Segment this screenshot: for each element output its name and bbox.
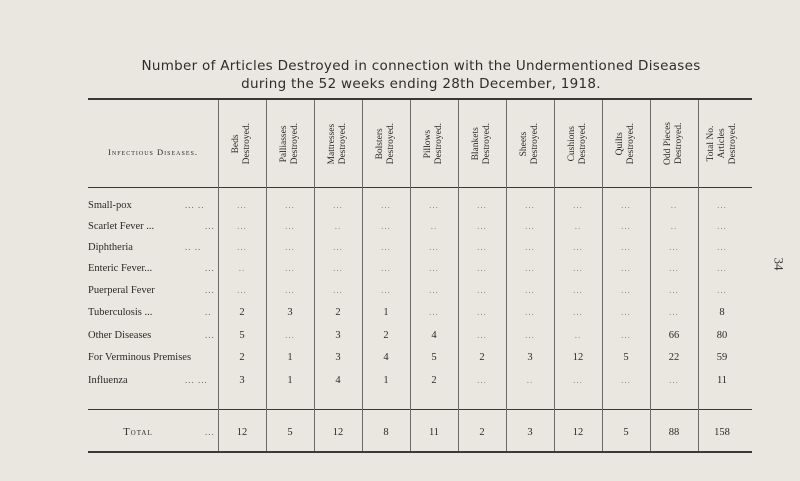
table-cell: ... (285, 242, 295, 252)
table-cell: ... (621, 263, 631, 273)
table-cell: ... (669, 242, 679, 252)
column-header (458, 104, 506, 184)
table-cell: ... (621, 285, 631, 295)
table-cell: ... (717, 200, 727, 210)
column-header (362, 104, 410, 184)
column-header-label: Beds Destroyed. (231, 123, 252, 165)
row-label: Diphtheria (88, 242, 133, 253)
bottom-rule (88, 451, 752, 453)
table-cell: ... (621, 375, 631, 385)
table-cell: ... (477, 375, 487, 385)
table-cell: .. (670, 221, 678, 231)
table-cell: 2 (239, 352, 245, 363)
table-cell: ... (477, 307, 487, 317)
table-cell: ... (621, 200, 631, 210)
table-cell: 5 (623, 352, 629, 363)
table-cell: ... (429, 307, 439, 317)
row-label: Small-pox (88, 200, 132, 211)
table-cell: ... (381, 285, 391, 295)
table-cell: ... (333, 242, 343, 252)
row-label: For Verminous Premises (88, 352, 192, 363)
top-rule (88, 98, 752, 100)
table-cell: ... (285, 200, 295, 210)
leader-dots: .. (205, 307, 212, 317)
total-cell: 88 (668, 427, 680, 438)
table-cell: ... (429, 242, 439, 252)
table-cell: 59 (716, 352, 728, 363)
table-cell: 80 (716, 330, 728, 341)
table-cell: ... (621, 242, 631, 252)
table-cell: 4 (383, 352, 389, 363)
table-cell: ... (477, 330, 487, 340)
column-header-label: Quilts Destroyed. (615, 123, 636, 165)
column-header (650, 104, 698, 184)
row-label: Puerperal Fever (88, 285, 155, 296)
total-cell: 158 (714, 427, 730, 438)
total-row-label: Total (123, 427, 153, 438)
table-cell: ... (285, 285, 295, 295)
column-header-label: Bolsters Destroyed. (375, 123, 396, 165)
header-rule (88, 187, 752, 188)
table-cell: ... (573, 307, 583, 317)
table-cell: ... (669, 375, 679, 385)
table-cell: 2 (383, 330, 389, 341)
leader-dots: ... (205, 263, 215, 273)
table-cell: ... (237, 285, 247, 295)
table-cell: 5 (431, 352, 437, 363)
table-cell: ... (237, 242, 247, 252)
column-header-label: Cushions Destroyed. (567, 123, 588, 165)
leader-dots: ... (205, 330, 215, 340)
total-rule (88, 409, 752, 410)
column-header-label: Mattresses Destroyed. (327, 123, 348, 165)
table-cell: ... (573, 200, 583, 210)
leader-dots: .. .. (185, 242, 202, 252)
table-cell: ... (429, 200, 439, 210)
table-cell: 3 (527, 352, 533, 363)
leader-dots: ... (205, 221, 215, 231)
total-cell: 11 (428, 427, 440, 438)
table-cell: 2 (479, 352, 485, 363)
table-cell: ... (525, 307, 535, 317)
table-cell: ... (621, 330, 631, 340)
total-cell: 12 (236, 427, 248, 438)
table-cell: ... (381, 221, 391, 231)
table-cell: ... (525, 285, 535, 295)
table-cell: 1 (383, 375, 389, 386)
table-cell: ... (237, 221, 247, 231)
page-number: 34 (771, 257, 787, 271)
leader-dots: ... (205, 285, 215, 295)
table-cell: .. (526, 375, 534, 385)
table-cell: ... (525, 242, 535, 252)
table-cell: ... (285, 221, 295, 231)
table-cell: ... (381, 242, 391, 252)
table-cell: ... (621, 307, 631, 317)
row-label: Scarlet Fever ... (88, 221, 155, 232)
table-cell: .. (334, 221, 342, 231)
table-cell: 1 (383, 307, 389, 318)
table-cell: 1 (287, 352, 293, 363)
column-header (554, 104, 602, 184)
table-cell: ... (381, 263, 391, 273)
table-cell: 2 (335, 307, 341, 318)
table-cell: ... (285, 263, 295, 273)
table-cell: ... (669, 307, 679, 317)
table-cell: ... (477, 263, 487, 273)
column-header-label: Odd Pieces Destroyed. (663, 122, 684, 166)
total-cell: 2 (479, 427, 485, 438)
table-cell: ... (477, 242, 487, 252)
table-cell: ... (717, 285, 727, 295)
table-cell: 3 (239, 375, 245, 386)
table-cell: ... (429, 263, 439, 273)
column-header (314, 104, 362, 184)
table-cell: 12 (572, 352, 584, 363)
table-cell: ... (333, 285, 343, 295)
total-cell: 12 (572, 427, 584, 438)
leader-dots: ... ... (185, 375, 208, 385)
table-cell: ... (333, 263, 343, 273)
table-cell: .. (238, 263, 246, 273)
column-header (410, 104, 458, 184)
table-cell: ... (285, 330, 295, 340)
column-header (602, 104, 650, 184)
total-cell: 8 (383, 427, 389, 438)
table-cell: ... (333, 200, 343, 210)
table-cell: ... (717, 242, 727, 252)
table-cell: ... (717, 263, 727, 273)
table-cell: 5 (239, 330, 245, 341)
row-label: Influenza (88, 375, 128, 386)
row-label: Other Diseases (88, 330, 152, 341)
table-cell: 11 (716, 375, 728, 386)
column-header (506, 104, 554, 184)
table-cell: .. (574, 330, 582, 340)
table-cell: 2 (431, 375, 437, 386)
table-cell: ... (573, 375, 583, 385)
column-header (698, 104, 746, 184)
column-header-label: Pillows Destroyed. (423, 123, 444, 165)
table-cell: ... (477, 200, 487, 210)
table-cell: 8 (719, 307, 725, 318)
table-cell: ... (573, 242, 583, 252)
table-cell: ... (669, 263, 679, 273)
table-cell: ... (525, 221, 535, 231)
table-cell: 4 (335, 375, 341, 386)
table-cell: 22 (668, 352, 680, 363)
table-cell: ... (717, 221, 727, 231)
table-cell: ... (525, 263, 535, 273)
column-header-label: Blankets Destroyed. (471, 123, 492, 165)
table-cell: ... (429, 285, 439, 295)
total-cell: 12 (332, 427, 344, 438)
column-header (266, 104, 314, 184)
table-cell: .. (430, 221, 438, 231)
table-cell: ... (669, 285, 679, 295)
table-cell: ... (237, 200, 247, 210)
table-cell: .. (574, 221, 582, 231)
table-cell: 4 (431, 330, 437, 341)
column-header-infectious-diseases: Infectious Diseases. (108, 147, 198, 157)
table-cell: 1 (287, 375, 293, 386)
table-cell: 3 (335, 352, 341, 363)
table-cell: ... (525, 330, 535, 340)
table-cell: ... (573, 263, 583, 273)
table-cell: .. (670, 200, 678, 210)
leader-dots: ... (205, 427, 215, 437)
total-cell: 5 (287, 427, 293, 438)
table-cell: ... (621, 221, 631, 231)
table-title-line-2: during the 52 weeks ending 28th December, 1918. (241, 76, 601, 92)
table-cell: ... (477, 221, 487, 231)
total-cell: 5 (623, 427, 629, 438)
table-title-line-1: Number of Articles Destroyed in connection with the Undermentioned Diseases (141, 58, 701, 74)
column-header-label: Sheets Destroyed. (519, 123, 540, 165)
table-cell: ... (477, 285, 487, 295)
table-cell: ... (381, 200, 391, 210)
table-cell: ... (573, 285, 583, 295)
column-header-label: Palliasses Destroyed. (279, 123, 300, 165)
table-cell: 66 (668, 330, 680, 341)
column-header-label: Total No. Articles Destroyed. (705, 123, 738, 165)
row-label: Enteric Fever... (88, 263, 153, 274)
table-cell: 3 (287, 307, 293, 318)
leader-dots: ... .. (185, 200, 205, 210)
table-cell: 3 (335, 330, 341, 341)
row-label: Tuberculosis ... (88, 307, 153, 318)
table-cell: ... (525, 200, 535, 210)
total-cell: 3 (527, 427, 533, 438)
table-cell: 2 (239, 307, 245, 318)
column-header (218, 104, 266, 184)
